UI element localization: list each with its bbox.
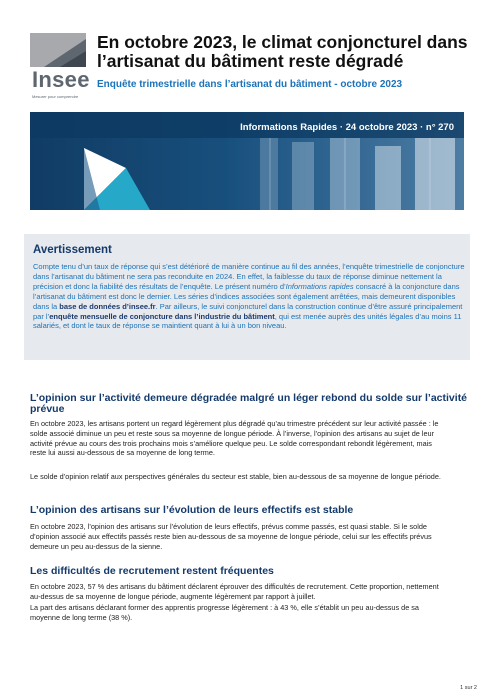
page-title: En octobre 2023, le climat conjoncturel dans l’artisanat du bâtiment reste dégradé bbox=[97, 32, 468, 71]
page-number: 1 sur 2 bbox=[460, 685, 477, 691]
section-recruitment-paragraph-2: La part des artisans déclarant former des apprentis progresse légèrement : à 43 %, elle s’établit un peu au-dessus de sa moyenne de long terme (38 %). bbox=[30, 603, 419, 622]
warning-box bbox=[24, 234, 470, 360]
publication-info: Informations Rapides · 24 octobre 2023 · n° 270 bbox=[240, 122, 454, 133]
informations-rapides-italic: Informations rapides bbox=[285, 281, 354, 291]
warning-title: Avertissement bbox=[33, 244, 112, 256]
logo-emblem bbox=[30, 33, 86, 67]
logo-wordmark: Insee bbox=[32, 67, 90, 92]
section-activity-paragraph-2: Le solde d’opinion relatif aux perspectives générales du secteur est stable, bien au-dessous de sa moyenne de longue période. bbox=[30, 472, 441, 481]
section-heading-activity: L’opinion sur l’activité demeure dégradée malgré un léger rebond du solde sur l’activité prévue bbox=[30, 392, 468, 415]
section-heading-employment: L’opinion des artisans sur l’évolution de leurs effectifs est stable bbox=[30, 504, 354, 516]
survey-link[interactable]: enquête mensuelle de conjoncture dans l’industrie du bâtiment bbox=[49, 311, 275, 321]
page-subtitle: Enquête trimestrielle dans l’artisanat du bâtiment - octobre 2023 bbox=[97, 79, 403, 90]
header-banner bbox=[30, 112, 464, 210]
section-activity-paragraph-1: En octobre 2023, les artisans portent un regard légèrement plus dégradé qu’au trimestre précédent sur leur activité passée : le solde associé diminue un peu et reste sous sa moyenne de longue période. À l’inverse, l’opinion des artisans au sujet de leur activité prévue au cours des trois prochains mois s’améliore quelque peu. Le solde correspondant rebondit légèrement, mais reste lui aussi au-dessous de sa moyenne de long terme. bbox=[30, 419, 439, 458]
section-heading-recruitment: Les difficultés de recrutement restent fréquentes bbox=[30, 565, 274, 577]
section-employment-paragraph: En octobre 2023, l’opinion des artisans sur l’évolution de leurs effectifs, prévus comme passés, est quasi stable. Si le solde d’opinion associé aux effectifs passés reste bien au-dessous de sa moyenne de longue période, celui sur les effectifs prévus demeure un peu au-dessus de la sienne. bbox=[30, 522, 432, 551]
section-recruitment-paragraph-1: En octobre 2023, 57 % des artisans du bâtiment déclarent éprouver des difficultés de recrutement. Cette proportion, nettement au-dessus de sa moyenne de longue période, augmente légèrement par rapport à juillet. bbox=[30, 582, 439, 601]
warning-text: Compte tenu d’un taux de réponse qui s’est détérioré de manière continue au fil des années, l’enquête trimestrielle de conjoncture dans l’artisanat du bâtiment ne sera pas reconduite en 2024. En effet, la faiblesse du taux de réponse diminue nettement la précision et donc la fiabilité des résultats de l’enquête. Le présent numéro d’Informations rapides consacré à la conjoncture dans l’artisanat du bâtiment est donc le dernier. Les séries d’indices associées sont également arrêtées, mais demeurent disponibles dans la base de données d’insee.fr. Par ailleurs, le suivi conjoncturel dans la construction continue d’être assuré principalement par l’enquête mensuelle de conjoncture dans l’industrie du bâtiment, qui est menée auprès des unités légales d’au moins 11 salariés, et dont le taux de réponse se maintient quant à lui à un bon niveau. bbox=[33, 262, 465, 331]
database-link[interactable]: base de données d’insee.fr bbox=[59, 301, 156, 311]
logo-tagline: Mesurer pour comprendre bbox=[32, 94, 79, 99]
insee-logo bbox=[30, 33, 90, 99]
